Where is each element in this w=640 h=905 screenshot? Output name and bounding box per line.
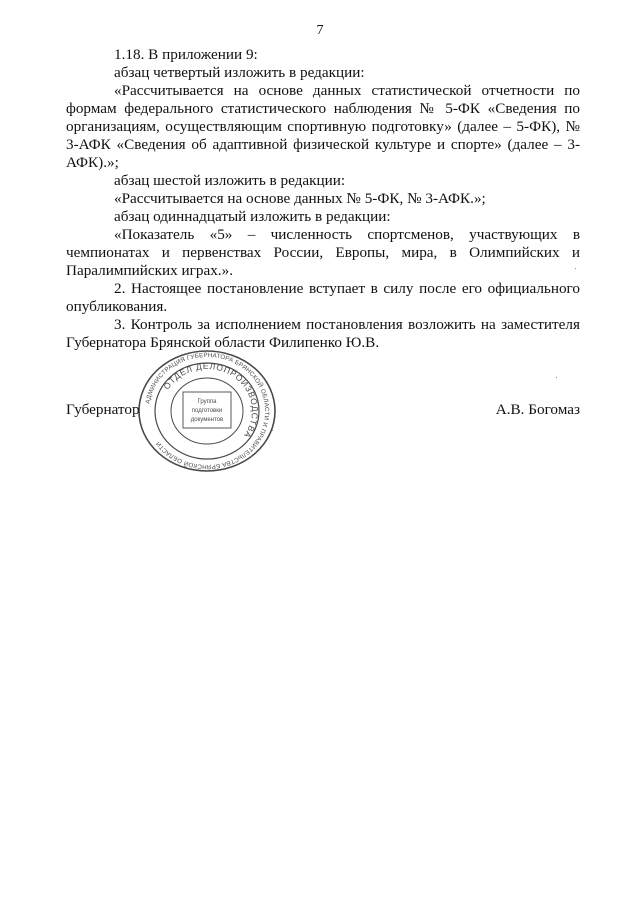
paragraph-sixth-abzac-intro: абзац шестой изложить в редакции: bbox=[114, 172, 346, 189]
page-number: 7 bbox=[316, 23, 324, 38]
paragraph-eleventh-abzac-intro: абзац одиннадцатый изложить в редакции: bbox=[114, 208, 391, 225]
paragraph-point-2: 2. Настоящее постановление вступает в силу после его официального опубликования. bbox=[66, 280, 580, 315]
paragraph-appendix-heading: 1.18. В приложении 9: bbox=[114, 46, 258, 63]
scan-speck bbox=[272, 430, 273, 431]
document-body bbox=[66, 46, 580, 352]
paragraph-fourth-abzac-intro: абзац четвертый изложить в редакции: bbox=[114, 64, 365, 81]
paragraph-fourth-abzac-text: «Рассчитывается на основе данных статистической отчетности по формам федерального статистического наблюдения № 5-ФК «Сведения по организациям, осуществляющим спортивную подготовку» (далее – 5-ФК), № 3-АФК «Сведения об адаптивной физической культуре и спорте» (далее – 3-АФК).»; bbox=[66, 82, 580, 171]
official-stamp bbox=[135, 350, 279, 472]
signatory-title: Губернатор bbox=[66, 401, 140, 418]
paragraph-sixth-abzac-text: «Рассчитывается на основе данных № 5-ФК, № 3-АФК.»; bbox=[114, 190, 486, 207]
signatory-name: А.В. Богомаз bbox=[495, 401, 580, 418]
stamp-box-line3: документов bbox=[190, 417, 224, 423]
scan-speck bbox=[556, 377, 557, 378]
stamp-ring-text: ОТДЕЛ ДЕЛОПРОИЗВОДСТВА bbox=[161, 360, 261, 441]
scan-speck bbox=[575, 268, 576, 269]
paragraph-eleventh-abzac-text: «Показатель «5» – численность спортсменов, участвующих в чемпионатах и первенствах России, Европы, мира, в Олимпийских и Паралимпийских играх.». bbox=[66, 226, 580, 279]
stamp-box-line2: подготовки bbox=[191, 408, 223, 414]
stamp-box-line1: Группа bbox=[197, 399, 217, 405]
paragraph-point-3: 3. Контроль за исполнением постановления возложить на заместителя Губернатора Брянской области Филипенко Ю.В. bbox=[66, 316, 580, 351]
stamp-outer-text: АДМИНИСТРАЦИЯ ГУБЕРНАТОРА БРЯНСКОЙ ОБЛАСТИ И ПРАВИТЕЛЬСТВА БРЯНСКОЙ ОБЛАСТИ bbox=[144, 351, 271, 471]
